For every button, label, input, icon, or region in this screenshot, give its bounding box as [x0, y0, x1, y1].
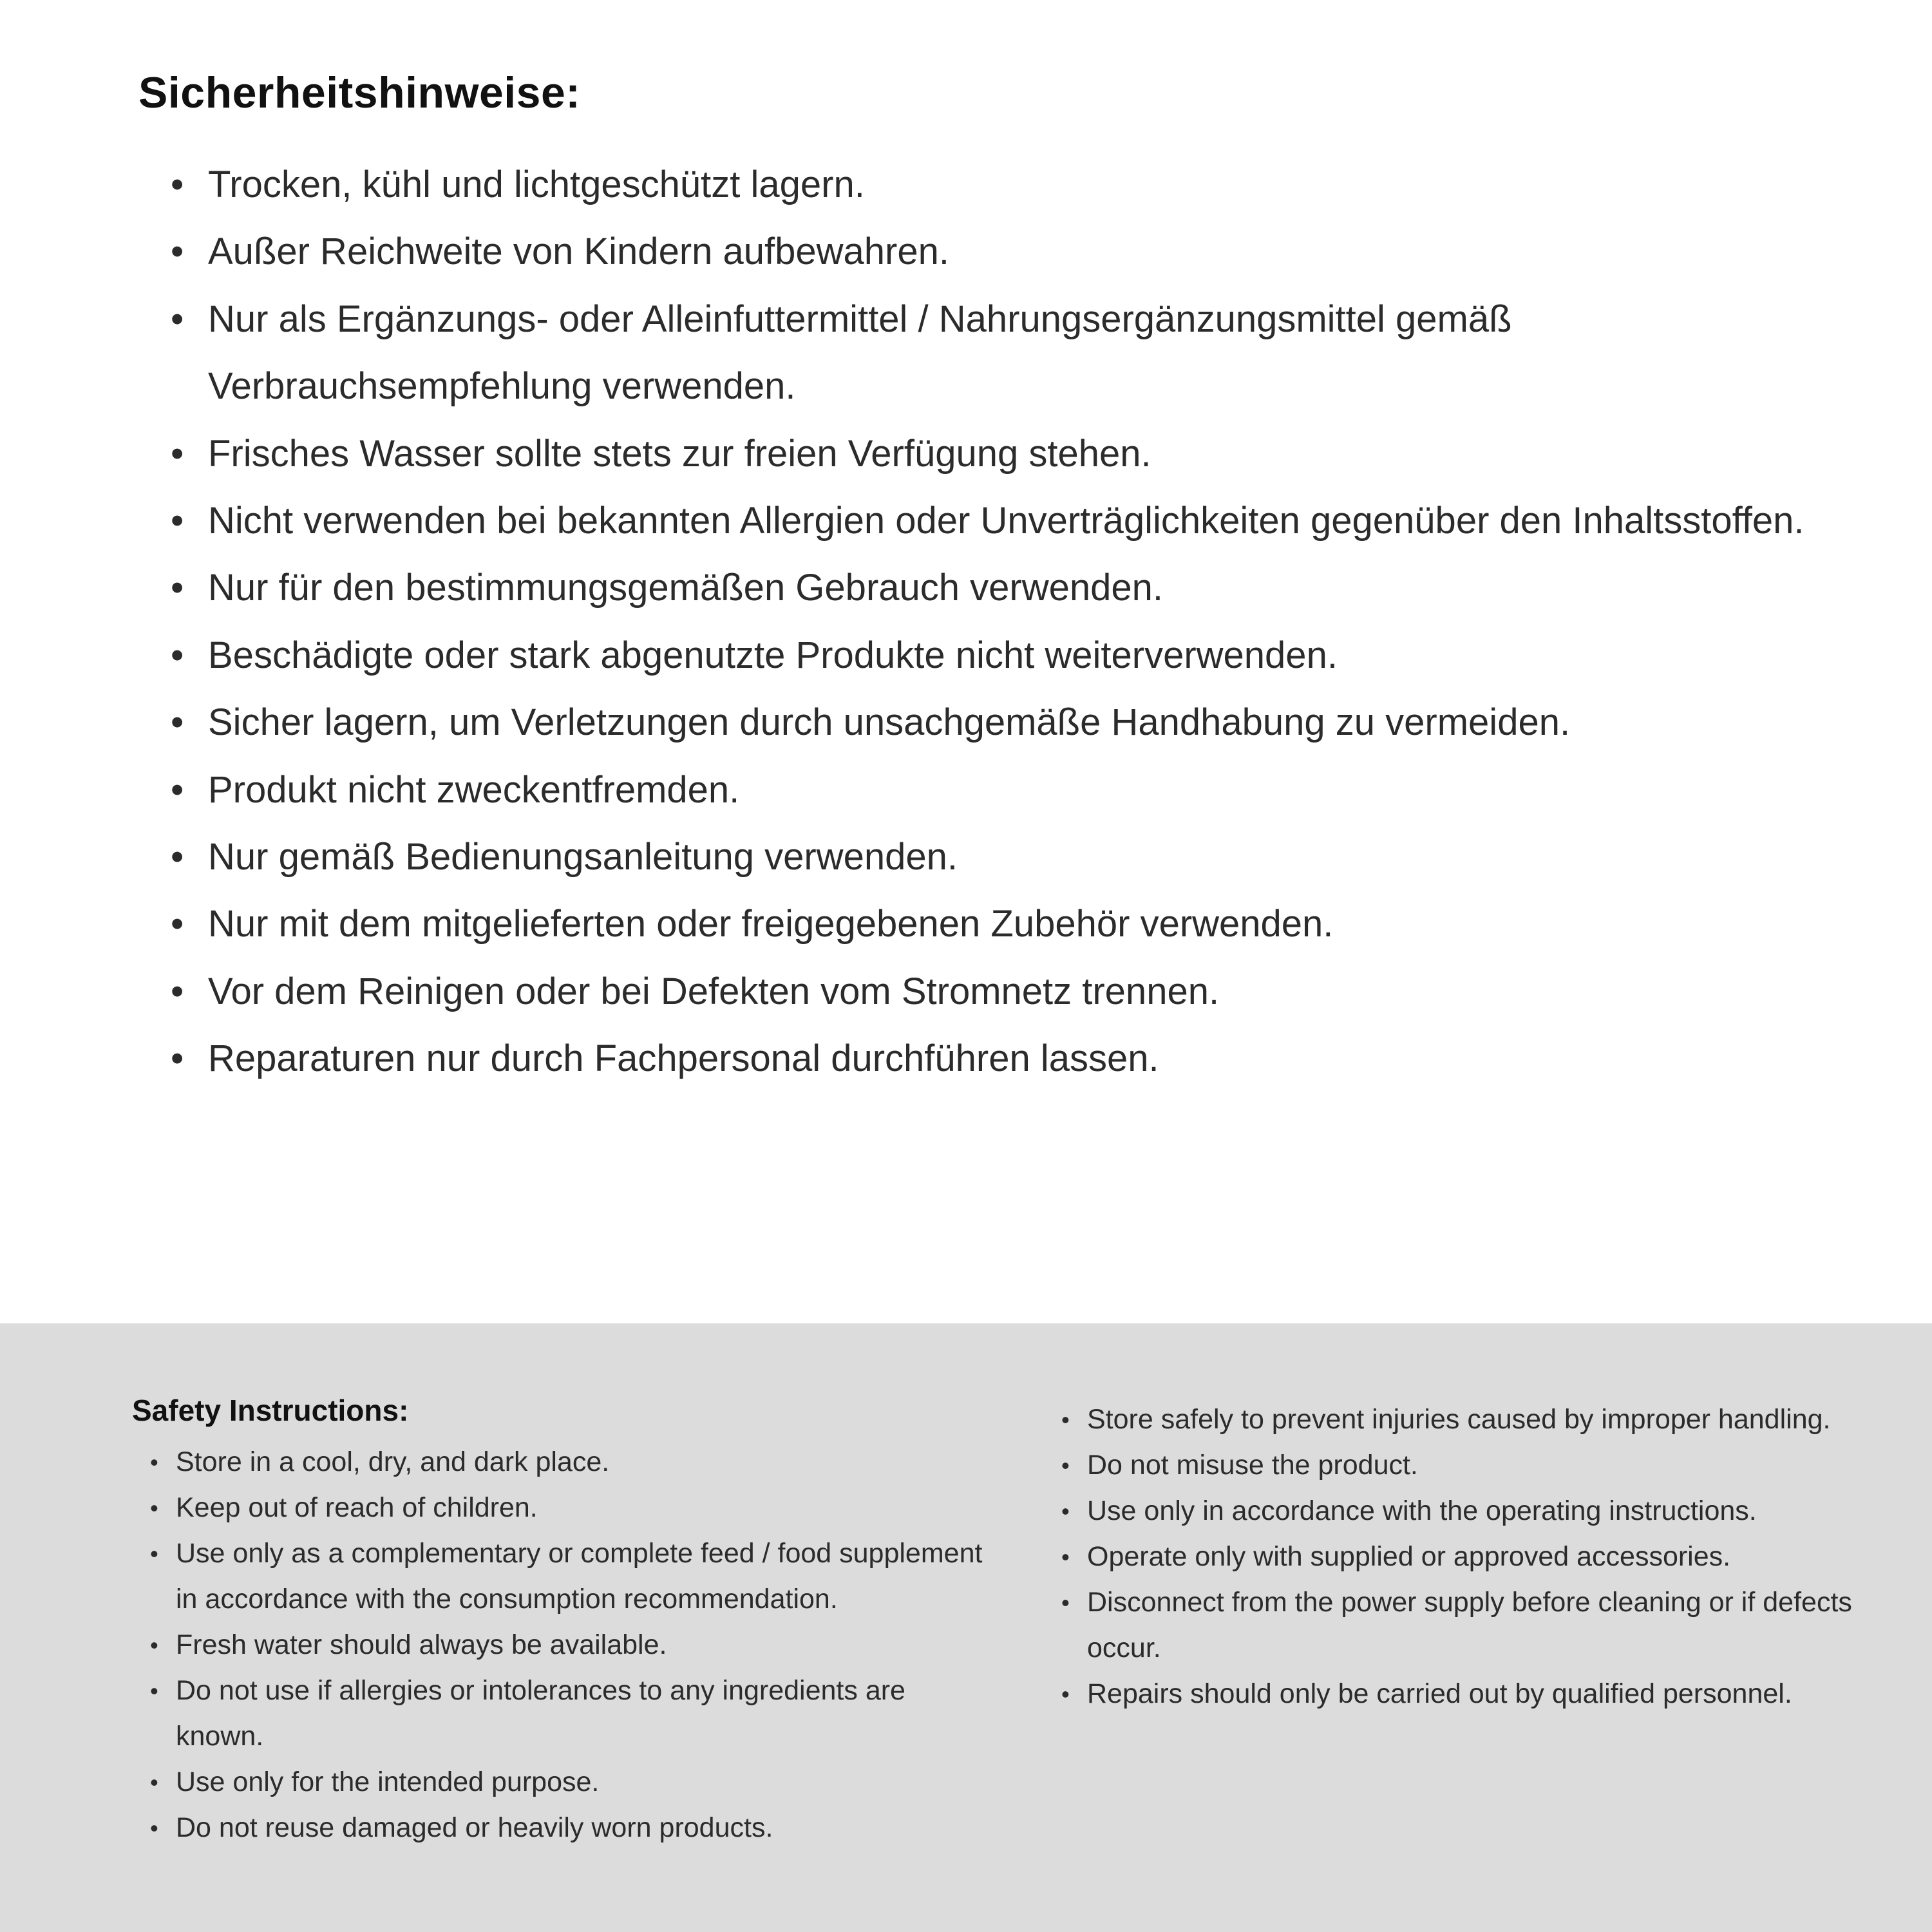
english-left-column [132, 1393, 985, 1906]
german-instructions-list [138, 151, 1842, 1092]
list-item: • Produkt nicht zweckentfremden. [171, 757, 1842, 824]
english-section [0, 1323, 1932, 1932]
list-item: • Reparaturen nur durch Fachpersonal durchführen lassen. [171, 1025, 1842, 1092]
list-item: • Use only for the intended purpose. [150, 1759, 985, 1805]
list-item: • Nur mit dem mitgelieferten oder freigegebenen Zubehör verwenden. [171, 891, 1842, 958]
list-item: • Operate only with supplied or approved accessories. [1061, 1534, 1855, 1580]
list-item: • Beschädigte oder stark abgenutzte Produkte nicht weiterverwenden. [171, 622, 1842, 689]
german-heading: Sicherheitshinweise: [138, 68, 581, 117]
list-item: • Nur für den bestimmungsgemäßen Gebrauch verwenden. [171, 554, 1842, 621]
list-item: • Keep out of reach of children. [150, 1485, 985, 1531]
list-item: • Repairs should only be carried out by qualified personnel. [1061, 1671, 1855, 1717]
list-item: • Use only in accordance with the operating instructions. [1061, 1488, 1855, 1534]
list-item: • Disconnect from the power supply before cleaning or if defects occur. [1061, 1580, 1855, 1671]
list-item: • Store safely to prevent injuries caused by improper handling. [1061, 1397, 1855, 1443]
english-instructions-list-right [1043, 1393, 1855, 1717]
list-item: • Do not reuse damaged or heavily worn products. [150, 1805, 985, 1851]
list-item: • Sicher lagern, um Verletzungen durch unsachgemäße Handhabung zu vermeiden. [171, 689, 1842, 756]
list-item: • Außer Reichweite von Kindern aufbewahren. [171, 218, 1842, 285]
list-item: • Nicht verwenden bei bekannten Allergien oder Unverträglichkeiten gegenüber den Inhaltsstoffen. [171, 488, 1842, 554]
english-instructions-list-left [132, 1439, 985, 1850]
list-item: • Fresh water should always be available. [150, 1622, 985, 1668]
list-item: • Use only as a complementary or complete feed / food supplement in accordance with the consumption recommendation. [150, 1531, 985, 1622]
list-item: • Store in a cool, dry, and dark place. [150, 1439, 985, 1485]
list-item: • Nur gemäß Bedienungsanleitung verwenden. [171, 824, 1842, 891]
english-heading: Safety Instructions: [132, 1394, 409, 1427]
list-item: • Vor dem Reinigen oder bei Defekten vom Stromnetz trennen. [171, 958, 1842, 1025]
list-item: • Trocken, kühl und lichtgeschützt lagern. [171, 151, 1842, 218]
english-right-column [1043, 1393, 1855, 1906]
list-item: • Frisches Wasser sollte stets zur freien Verfügung stehen. [171, 421, 1842, 488]
list-item: • Nur als Ergänzungs- oder Alleinfuttermittel / Nahrungsergänzungsmittel gemäß Verbrauchsempfehlung verwenden. [171, 286, 1842, 421]
list-item: • Do not use if allergies or intolerances to any ingredients are known. [150, 1668, 985, 1759]
list-item: • Do not misuse the product. [1061, 1443, 1855, 1488]
